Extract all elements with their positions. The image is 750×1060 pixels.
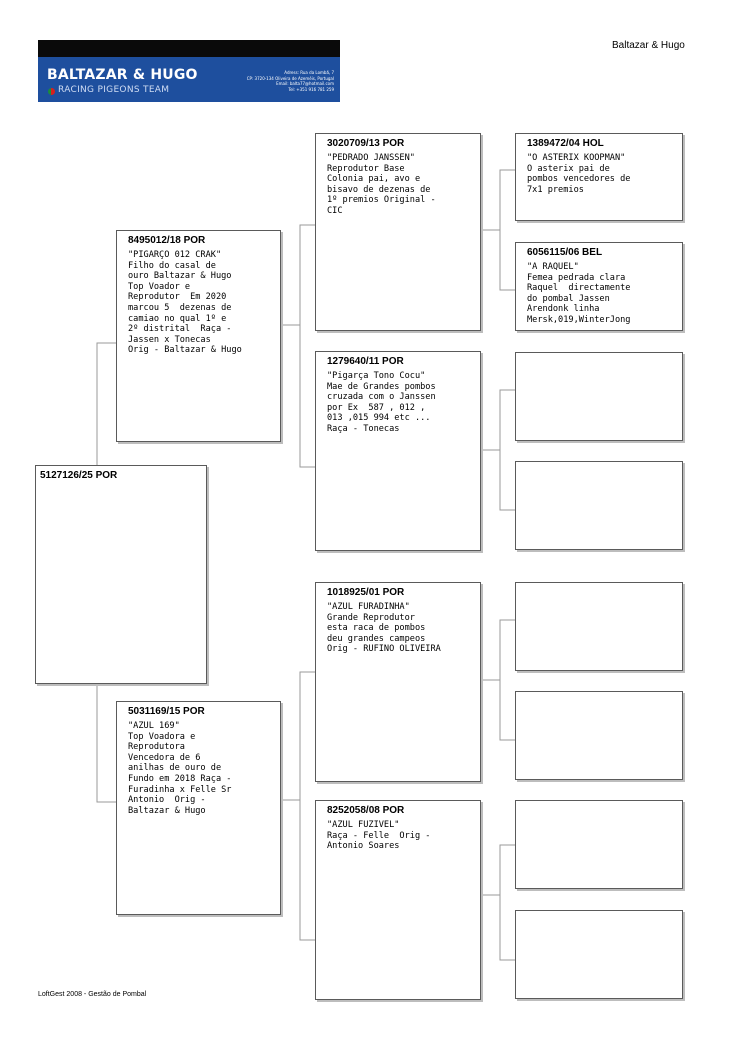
sire-dam-box <box>315 351 481 551</box>
great-grandparent-1-box <box>515 133 683 221</box>
connector-gg3 <box>481 390 515 450</box>
dam-sire-box <box>315 582 481 782</box>
dam-desc: "AZUL 169" Top Voadora e Reprodutora Vencedora de 6 anilhas de ouro de Fundo em 2018 Raça - Furadinha x Felle Sr Antonio Orig - Baltazar & Hugo <box>128 721 232 816</box>
dam-box <box>116 701 281 915</box>
connector-gg8 <box>481 895 515 960</box>
gg1-ring: 1389472/04 HOL <box>527 138 604 149</box>
great-grandparent-3-box <box>515 352 683 441</box>
sire-dam-ring: 1279640/11 POR <box>327 356 404 367</box>
connector-gg2 <box>481 230 515 290</box>
connector-gg1 <box>481 170 515 230</box>
gg2-desc: "A RAQUEL" Femea pedrada clara Raquel directamente do pombal Jassen Arendonk linha Mersk,019,WinterJong <box>527 262 631 325</box>
banner-subtitle: RACING PIGEONS TEAM <box>58 85 170 95</box>
sire-sire-ring: 3020709/13 POR <box>327 138 405 149</box>
great-grandparent-5-box <box>515 582 683 671</box>
contact-postcode: CP: 3720-134 Oliveira de Azeméis, Portugal <box>246 75 334 81</box>
sire-sire-box <box>315 133 481 331</box>
sire-ring: 8495012/18 POR <box>128 235 206 246</box>
great-grandparent-7-box <box>515 800 683 889</box>
connector-gg7 <box>481 845 515 895</box>
great-grandparent-4-box <box>515 461 683 550</box>
subject-ring: 5127126/25 POR <box>40 470 118 481</box>
contact-email: Email: balta77@hotmail.com <box>276 81 334 86</box>
connector-dam-dam <box>281 800 315 940</box>
connector-gg5 <box>481 620 515 680</box>
gg1-desc: "O ASTERIX KOOPMAN" O asterix pai de pombos vencedores de 7x1 premios <box>527 153 631 195</box>
banner-brand: BALTAZAR & HUGO <box>47 67 198 83</box>
great-grandparent-6-box <box>515 691 683 780</box>
dam-ring: 5031169/15 POR <box>128 706 205 717</box>
dam-dam-desc: "AZUL FUZIVEL" Raça - Felle Orig - Antonio Soares <box>327 820 431 852</box>
footer-credit: LoftGest 2008 - Gestão de Pombal <box>38 991 147 998</box>
connector-dam-sire <box>281 672 315 800</box>
connector-subject-dam <box>97 684 116 802</box>
gg2-ring: 6056115/06 BEL <box>527 247 603 258</box>
sire-desc: "PIGARÇO 012 CRAK" Filho do casal de ouro Baltazar & Hugo Top Voador e Reprodutor Em 2020 marcou 5 dezenas de camiao no qual 1º e 2º distrital Raça - Jassen x Tonecas Orig - Baltazar & Hugo <box>128 250 242 356</box>
dam-sire-desc: "AZUL FURADINHA" Grande Reprodutor esta raca de pombos deu grandes campeos Orig - RUFINO OLIVEIRA <box>327 602 441 655</box>
connector-sire-dam <box>281 325 315 467</box>
connector-gg4 <box>481 450 515 510</box>
connector-gg6 <box>481 680 515 740</box>
connector-subject-sire <box>97 343 116 465</box>
sire-box <box>116 230 281 442</box>
sire-sire-desc: "PEDRADO JANSSEN" Reprodutor Base Colonia pai, avo e bisavo de dezenas de 1º premios Original - CIC <box>327 153 436 216</box>
subject-box <box>35 465 207 684</box>
dam-dam-box <box>315 800 481 1000</box>
great-grandparent-2-box <box>515 242 683 331</box>
great-grandparent-8-box <box>515 910 683 999</box>
dam-sire-ring: 1018925/01 POR <box>327 587 405 598</box>
dam-dam-ring: 8252058/08 POR <box>327 805 405 816</box>
connector-sire-sire <box>281 225 315 325</box>
contact-phone: Tel: +351 916 781 259 <box>288 86 334 92</box>
sire-dam-desc: "Pigarça Tono Cocu" Mae de Grandes pombos cruzada com o Janssen por Ex 587 , 012 , 013 ,015 994 etc ... Raça - Tonecas <box>327 371 436 434</box>
contact-address: Adress: Rua da Lombã, 7 <box>284 70 334 75</box>
report-title: Baltazar & Hugo <box>612 40 685 51</box>
